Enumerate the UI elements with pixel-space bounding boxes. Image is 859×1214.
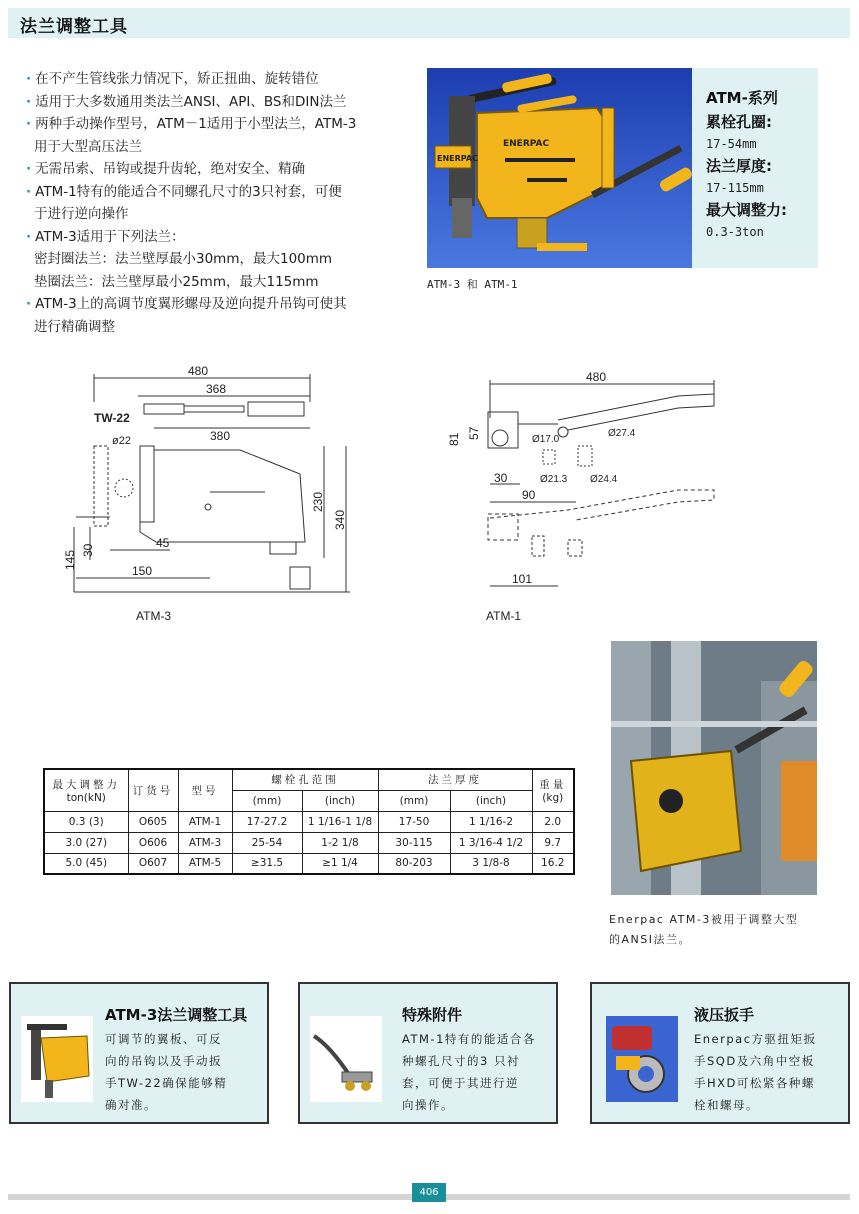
dim-label: Ø27.4 [608, 428, 636, 439]
feature-item: · ATM-3适用于下列法兰： [26, 228, 185, 245]
feature-item-cont: 于进行逆向操作 [34, 206, 129, 222]
col-subheader: (inch) [450, 790, 532, 811]
dim-label: Ø17.0 [532, 434, 560, 445]
feature-item: · 适用于大多数通用类法兰ANSI、API、BS和DIN法兰 [26, 93, 347, 110]
product-photo [427, 68, 692, 268]
col-header: 订货号 [128, 769, 178, 811]
table-row: 5.0 (45) O607 ATM-5 ≥31.5 ≥1 1/4 80-203 3 1/8-8 16.2 [44, 853, 574, 874]
feature-item: · 两种手动操作型号，ATM－1适用于小型法兰，ATM-3 [26, 116, 357, 132]
dim-label: 101 [512, 572, 533, 586]
bolt-label: 累栓孔圈: [706, 113, 772, 131]
dim-label: 340 [333, 509, 347, 530]
card-atm3[interactable] [9, 982, 269, 1124]
col-header: 法兰厚度 [378, 769, 532, 790]
bolt-value: 17-54mm [706, 137, 757, 151]
bullet-icon: · [26, 228, 32, 245]
col-header: 最大调整力 ton(kN) [44, 769, 128, 811]
dim-label: 480 [188, 364, 209, 378]
thickness-label: 法兰厚度: [706, 157, 772, 175]
feature-list [26, 68, 396, 338]
col-header: 重量 (kg) [532, 769, 574, 811]
atm3-drawing [60, 362, 360, 627]
card-title: 特殊附件 [402, 1006, 463, 1024]
card-title: ATM-3法兰调整工具 [105, 1006, 248, 1024]
card-text: 可调节的翼板、可反 向的吊钩以及手动扳 手TW-22确保能够精 确对准。 [105, 1032, 228, 1112]
table-row: 0.3 (3) O605 ATM-1 17-27.2 1 1/16-1 1/8 17-50 1 1/16-2 2.0 [44, 811, 574, 832]
table-row: 3.0 (27) O606 ATM-3 25-54 1-2 1/8 30-115 1 3/16-4 1/2 9.7 [44, 832, 574, 853]
dim-label: 45 [156, 536, 170, 550]
dim-label: 81 [448, 432, 461, 446]
feature-item-cont: 用于大型高压法兰 [34, 138, 142, 155]
card-hydraulic-wrench[interactable] [590, 982, 850, 1124]
dim-label: Ø24.4 [590, 474, 618, 485]
card-thumbnail [606, 1016, 678, 1102]
card-title: 液压扳手 [694, 1006, 755, 1024]
bullet-icon: · [26, 296, 32, 312]
dim-label: 150 [132, 564, 153, 578]
site-photo [611, 641, 817, 895]
brand-label: ENERPAC [437, 154, 478, 163]
drawing-label: ATM-1 [486, 609, 522, 623]
col-subheader: (inch) [302, 790, 378, 811]
feature-item: · ATM-3上的高调节度翼形螺母及逆向提升吊钩可使其 [26, 296, 347, 312]
card-thumbnail [310, 1016, 382, 1102]
table-header-row [44, 769, 574, 790]
dim-label: 30 [494, 471, 508, 485]
card-text: Enerpac方驱扭矩扳 手SQD及六角中空板 手HXD可松紧各种螺 栓和螺母。 [694, 1032, 817, 1112]
brand-label: ENERPAC [503, 139, 550, 149]
card-thumbnail [21, 1016, 93, 1102]
series-label: ATM-系列 [706, 89, 778, 107]
title-bar [8, 8, 850, 38]
feature-item-cont: 密封圈法兰：法兰壁厚最小30mm，最大100mm [34, 251, 333, 267]
feature-item: · 无需吊索、吊钩或提升齿轮，绝对安全、精确 [26, 161, 306, 177]
dim-label: 480 [586, 370, 607, 384]
col-subheader: (mm) [378, 790, 450, 811]
bullet-icon: · [26, 116, 32, 132]
dim-label: Ø21.3 [540, 474, 568, 485]
feature-item: · 在不产生管线张力情况下，矫正扭曲、旋转错位 [26, 71, 319, 87]
dim-label: 145 [63, 549, 77, 570]
col-header: 型号 [178, 769, 232, 811]
force-label: 最大调整力: [706, 201, 787, 219]
spec-panel [692, 68, 818, 268]
dim-label: 57 [467, 426, 481, 440]
tool-illustration [427, 68, 692, 268]
photo-caption: ATM-3 和 ATM-1 [427, 278, 518, 291]
thickness-value: 17-115mm [706, 181, 764, 195]
bullet-icon: · [26, 93, 32, 110]
col-header: 螺栓孔范围 [232, 769, 378, 790]
atm1-drawing [448, 368, 728, 626]
feature-item: · ATM-1特有的能适合不同螺孔尺寸的3只衬套，可便 [26, 183, 342, 200]
dim-label: 30 [81, 543, 95, 557]
spec-table [43, 768, 575, 875]
feature-item-cont: 进行精确调整 [34, 318, 115, 335]
bullet-icon: · [26, 161, 32, 177]
card-accessory[interactable] [298, 982, 558, 1124]
bullet-icon: · [26, 183, 32, 200]
bullet-icon: · [26, 71, 32, 87]
page-title: 法兰调整工具 [20, 17, 128, 37]
col-subheader: (mm) [232, 790, 302, 811]
card-text: ATM-1特有的能适合各 种螺孔尺寸的3 只衬 套，可便于其进行逆 向操作。 [402, 1032, 536, 1112]
pipeline-illustration [611, 641, 817, 895]
feature-item-cont: 垫圈法兰：法兰壁厚最小25mm，最大115mm [34, 273, 319, 290]
drawing-label: ATM-3 [136, 609, 172, 623]
wrench-label: TW-22 [94, 411, 130, 425]
dim-label: ø22 [112, 435, 131, 447]
page-number: 406 [412, 1183, 446, 1202]
site-photo-caption: Enerpac ATM-3被用于调整大型 的ANSI法兰。 [609, 913, 799, 946]
dim-label: 380 [210, 429, 231, 443]
dim-label: 368 [206, 382, 227, 396]
dim-label: 230 [311, 491, 325, 512]
dim-label: 90 [522, 488, 536, 502]
force-value: 0.3-3ton [706, 225, 764, 239]
